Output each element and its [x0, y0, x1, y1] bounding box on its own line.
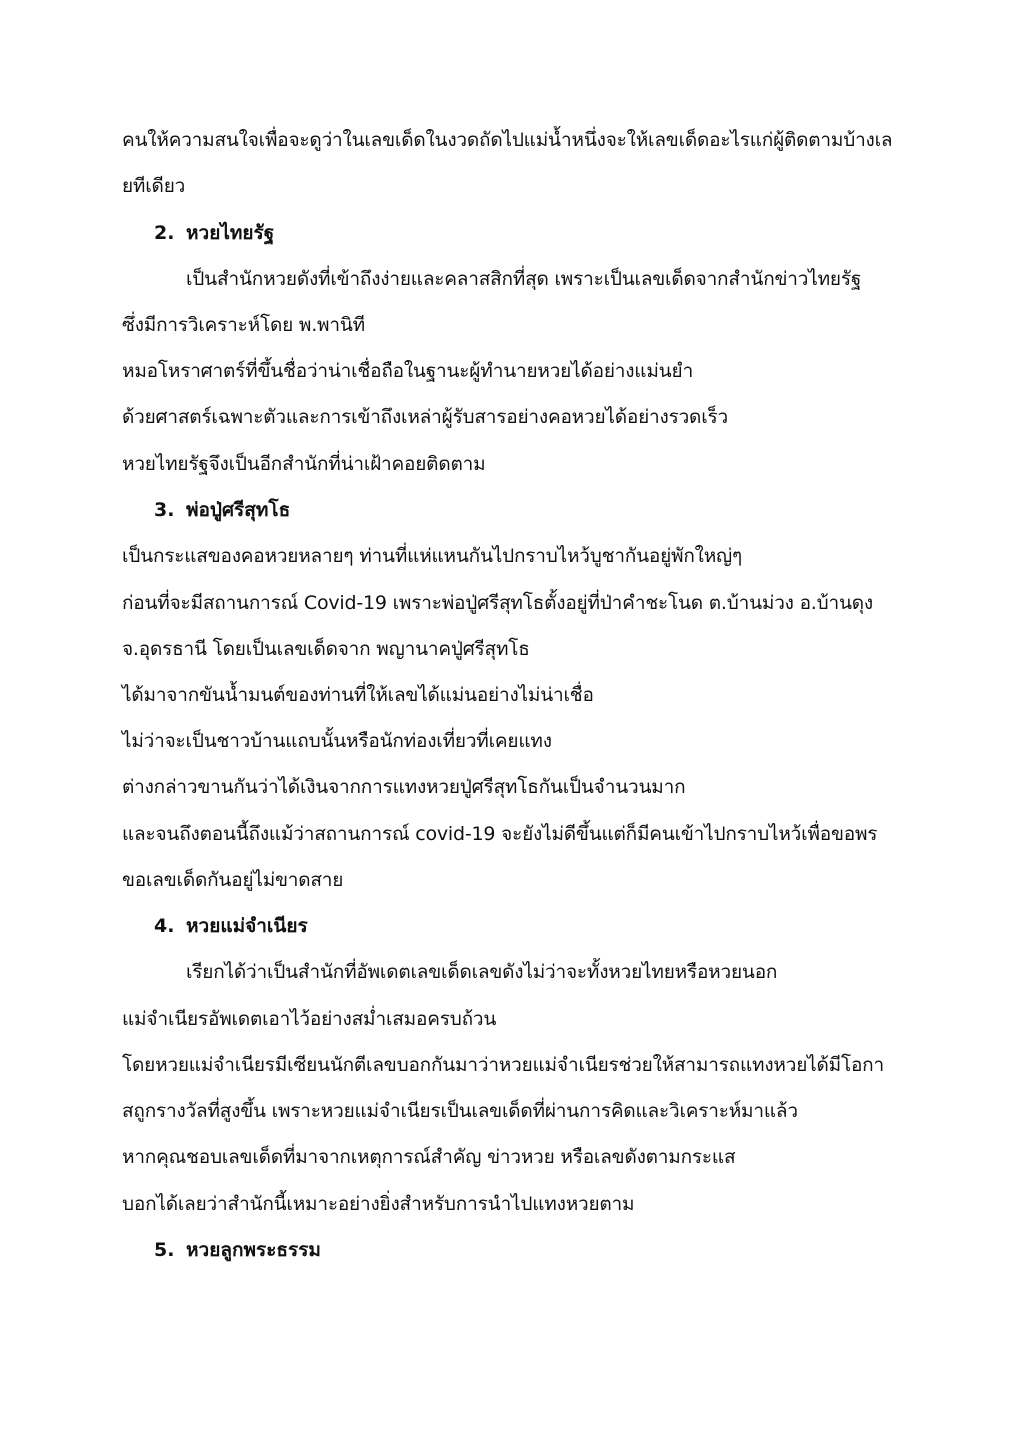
section-title: หวยไทยรัฐ [186, 222, 275, 244]
section-heading [154, 220, 274, 246]
section-number: 3. [154, 499, 175, 521]
paragraph-line: หากคุณชอบเลขเด็ดที่มาจากเหตุการณ์สำคัญ ข่าวหวย หรือเลขดังตามกระแส [122, 1146, 736, 1168]
section-number: 4. [154, 915, 175, 937]
paragraph-line: ซึ่งมีการวิเคราะห์โดย พ.พานิที [122, 314, 365, 336]
section-heading [154, 913, 308, 939]
paragraph-line: จ.อุดรธานี โดยเป็นเลขเด็ดจาก พญานาคปู่ศรีสุทโธ [122, 638, 530, 660]
paragraph-line: คนให้ความสนใจเพื่อจะดูว่าในเลขเด็ดในงวดถัดไปแม่น้ำหนึ่งจะให้เลขเด็ดอะไรแก่ผู้ติดตามบ้างเล [122, 129, 893, 151]
paragraph-line: โดยหวยแม่จำเนียรมีเซียนนักตีเลขบอกกันมาว่าหวยแม่จำเนียรช่วยให้สามารถแทงหวยได้มีโอกา [122, 1054, 884, 1076]
paragraph-line: หมอโหราศาตร์ที่ขึ้นชื่อว่าน่าเชื่อถือในฐานะผู้ทำนายหวยได้อย่างแม่นยำ [122, 360, 694, 382]
paragraph-line: ต่างกล่าวขานกันว่าได้เงินจากการแทงหวยปู่ศรีสุทโธกันเป็นจำนวนมาก [122, 776, 686, 798]
paragraph-line: ด้วยศาสตร์เฉพาะตัวและการเข้าถึงเหล่าผู้รับสารอย่างคอหวยได้อย่างรวดเร็ว [122, 406, 728, 428]
section-title: พ่อปู่ศรีสุทโธ [186, 499, 291, 521]
section-title: หวยลูกพระธรรม [186, 1239, 321, 1261]
paragraph-line: และจนถึงตอนนี้ถึงแม้ว่าสถานการณ์ covid-19 จะยังไม่ดีขึ้นแต่ก็มีคนเข้าไปกราบไหว้เพื่อขอพร [122, 823, 878, 845]
paragraph-line: หวยไทยรัฐจึงเป็นอีกสำนักที่น่าเฝ้าคอยติดตาม [122, 453, 486, 475]
paragraph-line: ไม่ว่าจะเป็นชาวบ้านแถบนั้นหรือนักท่องเที่ยวที่เคยแทง [122, 730, 552, 752]
paragraph-line: ก่อนที่จะมีสถานการณ์ Covid-19 เพราะพ่อปู่ศรีสุทโธตั้งอยู่ที่ป่าคำชะโนด ต.บ้านม่วง อ.บ้านดุง [122, 592, 873, 614]
section-heading [154, 1237, 321, 1263]
paragraph-line: เป็นกระแสของคอหวยหลายๆ ท่านที่แห่แหนกันไปกราบไหว้บูชากันอยู่พักใหญ่ๆ [122, 545, 743, 567]
paragraph-line: บอกได้เลยว่าสำนักนี้เหมาะอย่างยิ่งสำหรับการนำไปแทงหวยตาม [122, 1193, 635, 1215]
paragraph-line: ได้มาจากขันน้ำมนต์ของท่านที่ให้เลขได้แม่นอย่างไม่น่าเชื่อ [122, 684, 594, 706]
paragraph-line: เรียกได้ว่าเป็นสำนักที่อัพเดตเลขเด็ดเลขดังไม่ว่าจะทั้งหวยไทยหรือหวยนอก [186, 961, 778, 983]
section-heading [154, 497, 290, 523]
section-number: 5. [154, 1239, 175, 1261]
paragraph-line: สถูกรางวัลที่สูงขึ้น เพราะหวยแม่จำเนียรเป็นเลขเด็ดที่ผ่านการคิดและวิเคราะห์มาแล้ว [122, 1100, 798, 1122]
paragraph-line: ยทีเดียว [122, 175, 186, 197]
paragraph-line: แม่จำเนียรอัพเดตเอาไว้อย่างสม่ำเสมอครบถ้วน [122, 1008, 497, 1030]
paragraph-line: เป็นสำนักหวยดังที่เข้าถึงง่ายและคลาสสิกที่สุด เพราะเป็นเลขเด็ดจากสำนักข่าวไทยรัฐ [186, 268, 862, 290]
section-title: หวยแม่จำเนียร [186, 915, 308, 937]
section-number: 2. [154, 222, 175, 244]
paragraph-line: ขอเลขเด็ดกันอยู่ไม่ขาดสาย [122, 869, 344, 891]
